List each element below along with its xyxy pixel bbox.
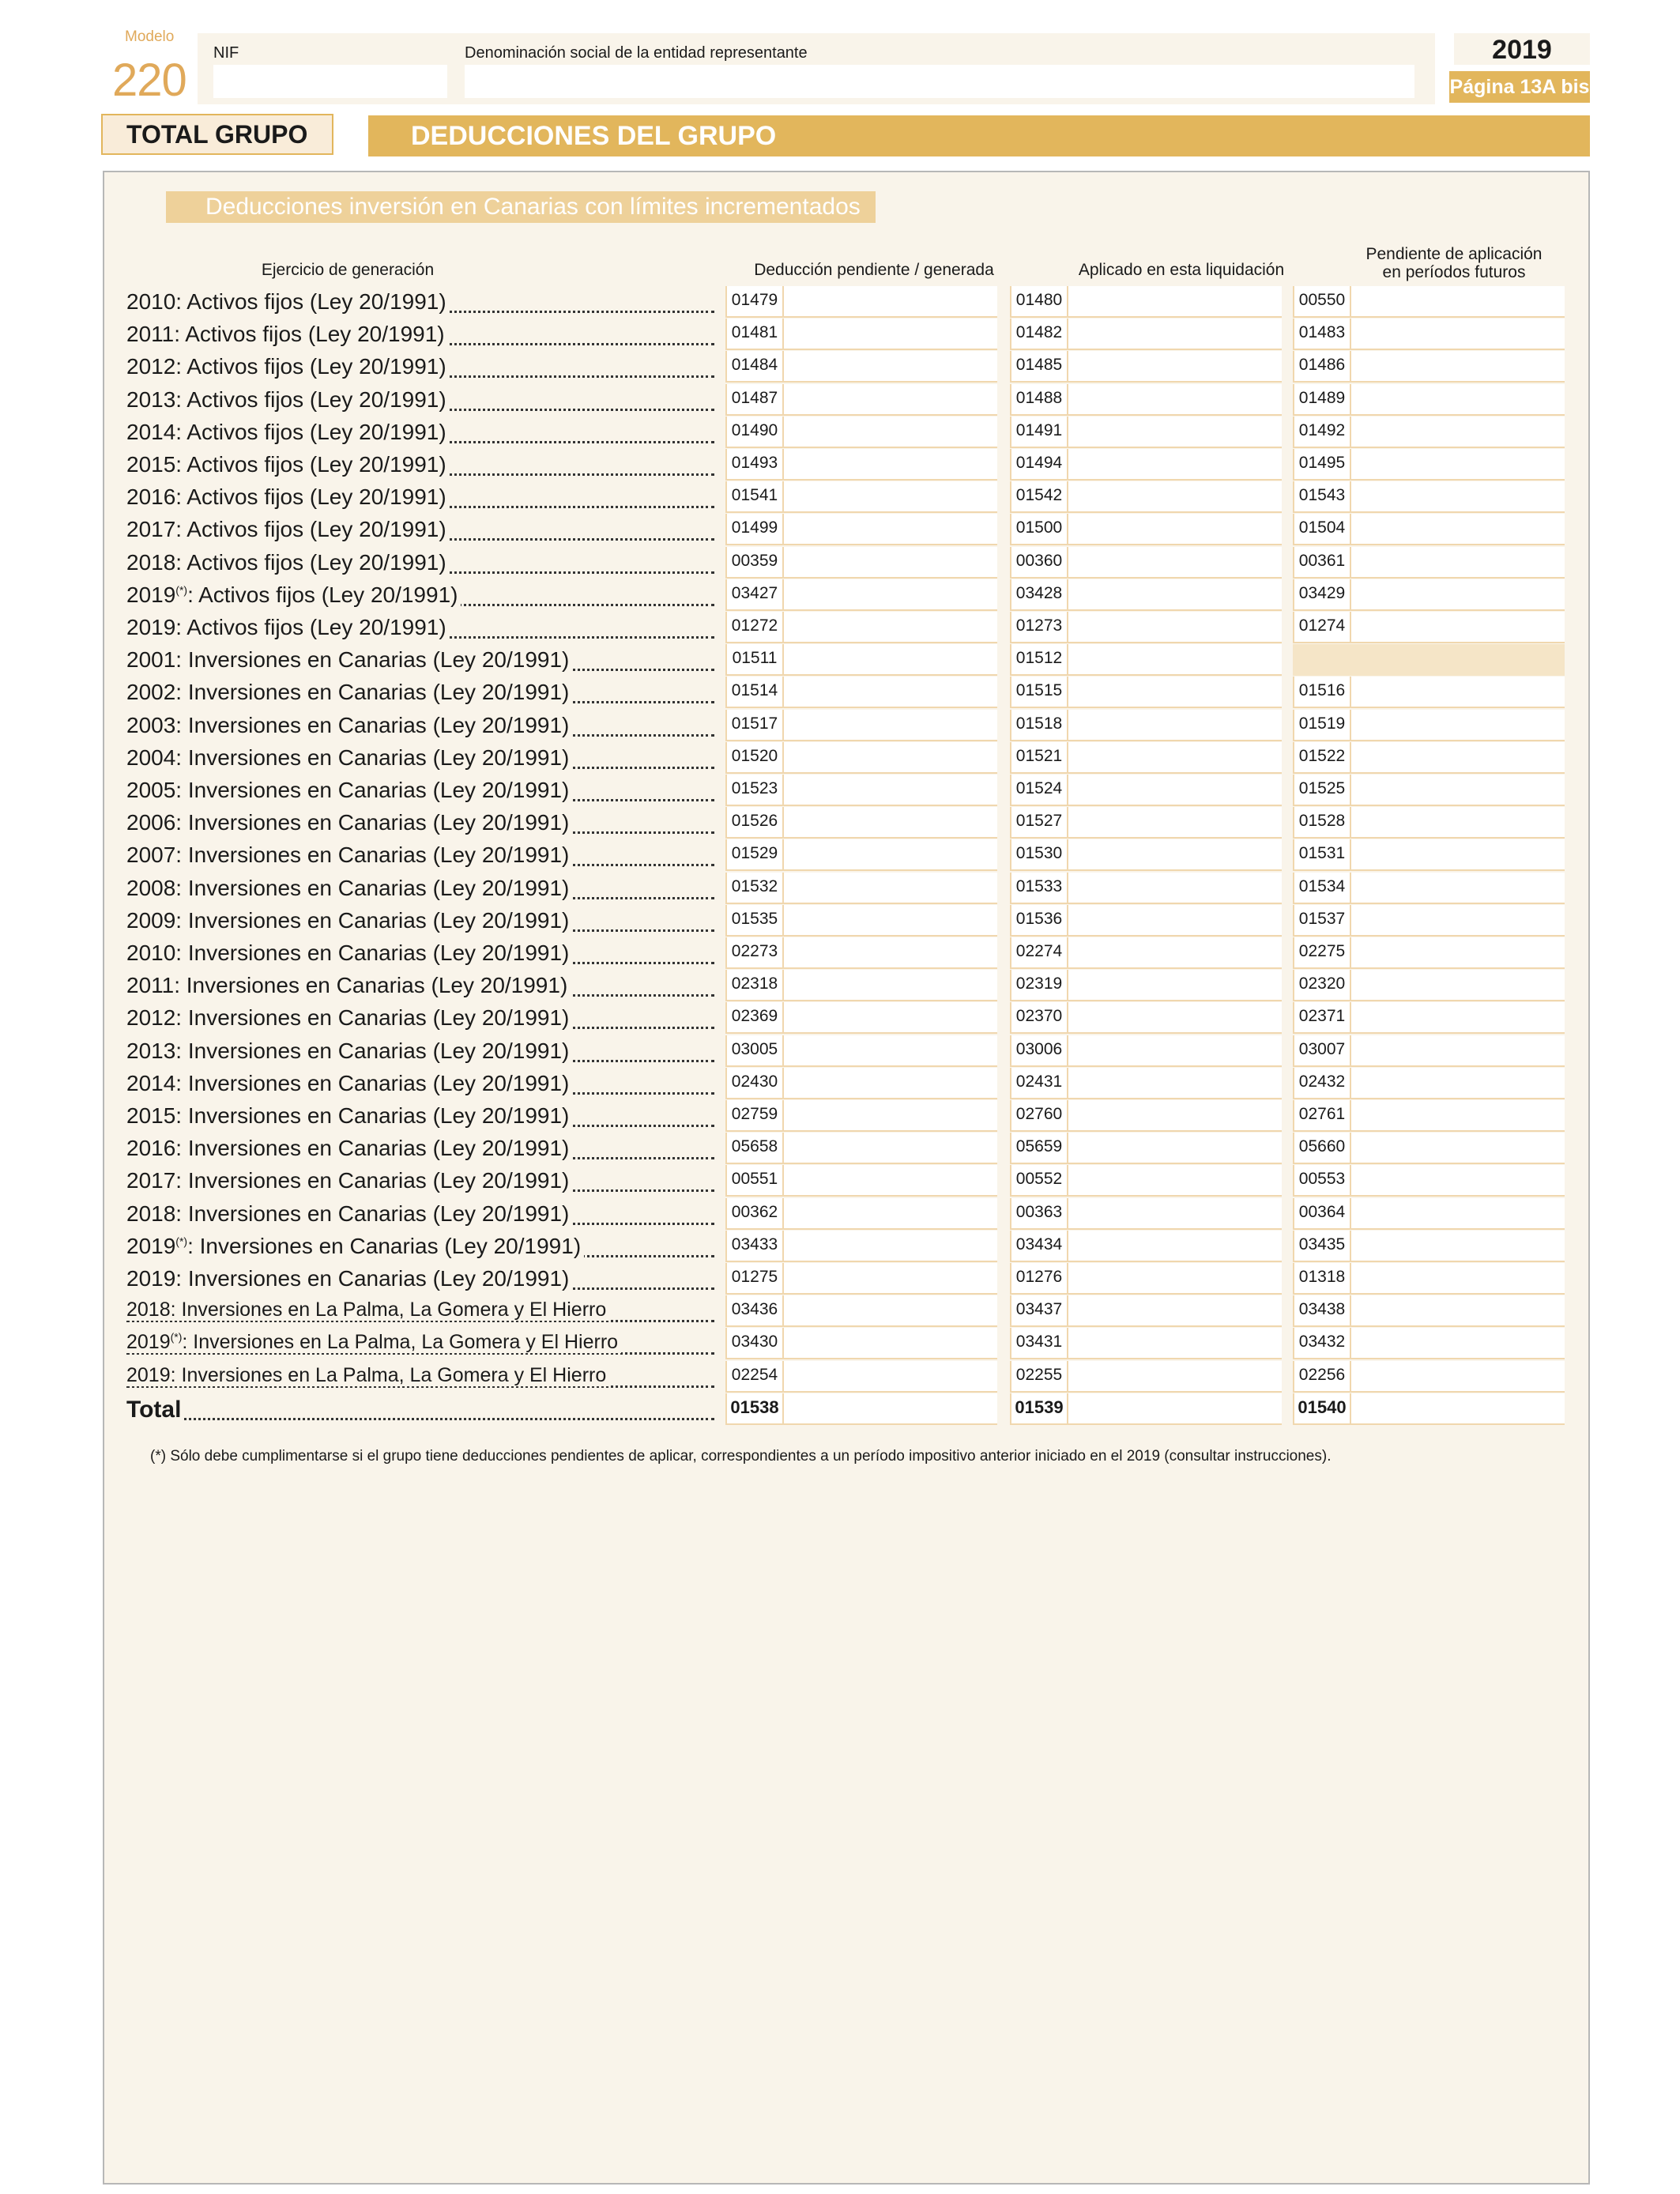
box-code: 01541	[725, 481, 784, 513]
row-label-text: 2002: Inversiones en Canarias (Ley 20/1991)	[126, 680, 572, 704]
table-row	[0, 1198, 1680, 1230]
box-code: 01535	[725, 905, 784, 937]
box-code: 03427	[725, 579, 784, 611]
row-label-text: 2018: Activos fijos (Ley 20/1991)	[126, 550, 450, 575]
box-code: 01520	[725, 742, 784, 774]
box-code: 03005	[725, 1035, 784, 1067]
modelo-label: Modelo	[125, 28, 175, 45]
table-row	[0, 384, 1680, 416]
box-code: 02369	[725, 1002, 784, 1034]
page-badge: Página 13A bis	[1449, 71, 1590, 103]
footnote: (*) Sólo debe cumplimentarse si el grupo tiene deducciones pendientes de aplicar, correspondientes a un período impositivo anterior iniciado en el 2019 (consultar instrucciones).	[150, 1448, 1332, 1465]
section-header: DEDUCCIONES DEL GRUPO	[368, 115, 1590, 156]
box-code: 00362	[725, 1198, 784, 1230]
row-label-text	[126, 1331, 621, 1353]
box-code: 01517	[725, 710, 784, 741]
row-label	[126, 647, 714, 677]
row-label	[126, 1201, 714, 1231]
box-code: 00363	[1010, 1198, 1068, 1230]
row-label	[126, 1299, 714, 1329]
row-label-text: 2017: Inversiones en Canarias (Ley 20/1991)	[126, 1168, 572, 1193]
box-code: 00553	[1293, 1165, 1351, 1197]
section-title: Deducciones inversión en Canarias con límites incrementados	[166, 191, 876, 223]
box-code: 01527	[1010, 807, 1068, 839]
row-label	[126, 1364, 714, 1394]
row-label-text: 2015: Inversiones en Canarias (Ley 20/1991)	[126, 1103, 572, 1128]
table-row	[0, 1295, 1680, 1327]
table-row	[0, 612, 1680, 643]
box-code: 01484	[725, 351, 784, 383]
box-code: 03436	[725, 1295, 784, 1327]
table-row	[0, 1133, 1680, 1164]
box-code: 01536	[1010, 905, 1068, 937]
row-label-text: 2013: Inversiones en Canarias (Ley 20/1991)	[126, 1039, 572, 1063]
box-code: 02761	[1293, 1100, 1351, 1132]
row-label-text: 2008: Inversiones en Canarias (Ley 20/1991)	[126, 876, 572, 900]
box-code: 02370	[1010, 1002, 1068, 1034]
table-row	[0, 1263, 1680, 1295]
row-label-text: 2010: Activos fijos (Ley 20/1991)	[126, 289, 450, 314]
box-code: 02254	[725, 1361, 784, 1393]
table-row	[0, 937, 1680, 969]
box-code: 01493	[725, 449, 784, 481]
box-code: 01531	[1293, 839, 1351, 871]
row-label-text: 2014: Inversiones en Canarias (Ley 20/1991)	[126, 1071, 572, 1095]
row-label	[126, 1397, 714, 1427]
table-row	[0, 1165, 1680, 1197]
table-row	[0, 547, 1680, 579]
box-code: 00361	[1293, 547, 1351, 579]
box-code: 01486	[1293, 351, 1351, 383]
table-row	[0, 579, 1680, 611]
row-label	[126, 973, 714, 1003]
box-code: 02371	[1293, 1002, 1351, 1034]
column-header-ejercicio: Ejercicio de generación	[261, 261, 435, 279]
table-row	[0, 677, 1680, 708]
row-label	[126, 1331, 714, 1361]
row-label-rest: : Inversiones en Canarias (Ley 20/1991)	[187, 1234, 582, 1258]
box-code: 01523	[725, 775, 784, 806]
box-code: 01480	[1010, 286, 1068, 318]
row-label-text: 2019: Activos fijos (Ley 20/1991)	[126, 615, 450, 639]
row-label	[126, 615, 714, 645]
box-code: 01499	[725, 514, 784, 545]
row-label-text: 2015: Activos fijos (Ley 20/1991)	[126, 452, 450, 477]
box-code: 01543	[1293, 481, 1351, 513]
box-code: 00551	[725, 1165, 784, 1197]
table-row	[0, 1100, 1680, 1132]
row-label-text: 2016: Inversiones en Canarias (Ley 20/1991)	[126, 1136, 572, 1160]
table-row	[0, 1068, 1680, 1099]
box-code: 05658	[725, 1133, 784, 1164]
row-label	[126, 1005, 714, 1035]
box-code: 03429	[1293, 579, 1351, 611]
row-label	[126, 1103, 714, 1133]
box-code: 01514	[725, 677, 784, 708]
table-row	[0, 1035, 1680, 1067]
row-label	[126, 1136, 714, 1166]
box-code: 01521	[1010, 742, 1068, 774]
box-code: 02255	[1010, 1361, 1068, 1393]
row-label-year: 2019	[126, 1331, 171, 1354]
box-code: 01538	[725, 1393, 784, 1425]
box-code: 01518	[1010, 710, 1068, 741]
row-label	[126, 289, 714, 319]
total-row	[0, 1393, 1680, 1425]
disabled-cell	[1293, 644, 1565, 676]
row-label	[126, 843, 714, 873]
box-code: 01528	[1293, 807, 1351, 839]
row-label	[126, 582, 714, 613]
row-label-text: 2011: Inversiones en Canarias (Ley 20/1991)	[126, 973, 571, 997]
box-code: 01482	[1010, 319, 1068, 350]
table-row	[0, 970, 1680, 1001]
table-row	[0, 839, 1680, 871]
box-code: 02432	[1293, 1068, 1351, 1099]
box-code: 01491	[1010, 417, 1068, 448]
box-code: 02759	[725, 1100, 784, 1132]
table-row	[0, 873, 1680, 904]
table-row	[0, 514, 1680, 545]
column-header-pendiente-line1: Pendiente de aplicación	[1365, 245, 1543, 263]
box-code: 01274	[1293, 612, 1351, 643]
box-code: 03432	[1293, 1328, 1351, 1359]
box-code: 01275	[725, 1263, 784, 1295]
table-row	[0, 481, 1680, 513]
row-label-text: 2012: Inversiones en Canarias (Ley 20/1991)	[126, 1005, 572, 1030]
table-row	[0, 286, 1680, 318]
row-label	[126, 322, 714, 352]
row-label-text: 2014: Activos fijos (Ley 20/1991)	[126, 420, 450, 444]
row-label	[126, 1039, 714, 1069]
row-label-text: 2011: Activos fijos (Ley 20/1991)	[126, 322, 448, 346]
row-label-asterisk: (*)	[175, 583, 188, 597]
box-code: 01534	[1293, 873, 1351, 904]
box-code: 03007	[1293, 1035, 1351, 1067]
box-code: 01492	[1293, 417, 1351, 448]
table-row	[0, 351, 1680, 383]
table-row	[0, 449, 1680, 481]
box-code: 02430	[725, 1068, 784, 1099]
box-code: 03430	[725, 1328, 784, 1359]
box-code: 00360	[1010, 547, 1068, 579]
row-label	[126, 550, 714, 580]
box-code: 01524	[1010, 775, 1068, 806]
table-row	[0, 775, 1680, 806]
row-label	[126, 1071, 714, 1101]
box-code: 01540	[1293, 1393, 1351, 1425]
box-code: 03006	[1010, 1035, 1068, 1067]
row-label-text	[126, 582, 461, 607]
row-label	[126, 484, 714, 515]
box-code: 01494	[1010, 449, 1068, 481]
table-row	[0, 742, 1680, 774]
box-code: 01511	[725, 644, 784, 676]
row-label-text: 2019: Inversiones en Canarias (Ley 20/1991)	[126, 1266, 572, 1291]
row-label-year: 2019	[126, 1234, 176, 1258]
column-header-pendiente	[1328, 245, 1580, 281]
row-label	[126, 452, 714, 482]
row-label-asterisk: (*)	[170, 1331, 183, 1344]
total-grupo-tab: TOTAL GRUPO	[101, 114, 333, 155]
row-label-text: 2018: Inversiones en Canarias (Ley 20/1991)	[126, 1201, 572, 1226]
row-label	[126, 810, 714, 840]
box-code: 01512	[1010, 644, 1068, 676]
row-label-year: 2019	[126, 582, 176, 607]
box-code: 02431	[1010, 1068, 1068, 1099]
row-label-text: 2004: Inversiones en Canarias (Ley 20/1991)	[126, 745, 572, 770]
table-row	[0, 710, 1680, 741]
table-row	[0, 319, 1680, 350]
box-code: 01318	[1293, 1263, 1351, 1295]
row-label	[126, 745, 714, 775]
box-code: 01495	[1293, 449, 1351, 481]
column-header-aplicado: Aplicado en esta liquidación	[1078, 261, 1285, 279]
box-code: 01487	[725, 384, 784, 416]
box-code: 01532	[725, 873, 784, 904]
row-label	[126, 908, 714, 938]
row-label-text: 2006: Inversiones en Canarias (Ley 20/1991)	[126, 810, 572, 835]
box-code: 01276	[1010, 1263, 1068, 1295]
table-row	[0, 807, 1680, 839]
box-code: 02275	[1293, 937, 1351, 969]
box-code: 03438	[1293, 1295, 1351, 1327]
row-label-text: 2018: Inversiones en La Palma, La Gomera y El Hierro	[126, 1299, 609, 1321]
row-label	[126, 517, 714, 547]
box-code: 02318	[725, 970, 784, 1001]
row-label-text: 2017: Activos fijos (Ley 20/1991)	[126, 517, 450, 541]
column-header-deduccion: Deducción pendiente / generada	[754, 261, 994, 279]
box-code: 01481	[725, 319, 784, 350]
box-code: 01533	[1010, 873, 1068, 904]
row-label-text: 2016: Activos fijos (Ley 20/1991)	[126, 484, 450, 509]
row-label-text: 2009: Inversiones en Canarias (Ley 20/1991)	[126, 908, 572, 933]
box-code: 01500	[1010, 514, 1068, 545]
row-label-asterisk: (*)	[175, 1235, 188, 1248]
box-code: 01522	[1293, 742, 1351, 774]
box-code: 03437	[1010, 1295, 1068, 1327]
box-code: 02319	[1010, 970, 1068, 1001]
table-row	[0, 644, 1680, 676]
box-code: 01529	[725, 839, 784, 871]
row-label	[126, 941, 714, 971]
row-label-text: 2012: Activos fijos (Ley 20/1991)	[126, 354, 450, 379]
box-code: 01515	[1010, 677, 1068, 708]
row-label-rest: : Inversiones en La Palma, La Gomera y El Hierro	[182, 1331, 619, 1354]
row-label	[126, 778, 714, 808]
row-label	[126, 1168, 714, 1198]
box-code: 02274	[1010, 937, 1068, 969]
box-code: 02256	[1293, 1361, 1351, 1393]
table-row	[0, 1361, 1680, 1393]
box-code: 01530	[1010, 839, 1068, 871]
box-code: 00550	[1293, 286, 1351, 318]
box-code: 01537	[1293, 905, 1351, 937]
dot-leader	[126, 1418, 714, 1420]
row-label	[126, 387, 714, 417]
box-code: 03428	[1010, 579, 1068, 611]
box-code: 00364	[1293, 1198, 1351, 1230]
box-code: 01272	[725, 612, 784, 643]
table-row	[0, 1328, 1680, 1359]
box-code: 01526	[725, 807, 784, 839]
table-row	[0, 1231, 1680, 1262]
denominacion-input[interactable]	[465, 65, 1414, 98]
box-code: 03433	[725, 1231, 784, 1262]
box-code: 01485	[1010, 351, 1068, 383]
row-label-text: 2003: Inversiones en Canarias (Ley 20/1991)	[126, 713, 572, 737]
row-label-text: 2013: Activos fijos (Ley 20/1991)	[126, 387, 450, 412]
box-code: 03434	[1010, 1231, 1068, 1262]
box-code: 01539	[1010, 1393, 1068, 1425]
box-code: 01489	[1293, 384, 1351, 416]
box-code: 02760	[1010, 1100, 1068, 1132]
box-code: 05660	[1293, 1133, 1351, 1164]
row-label	[126, 876, 714, 906]
box-code: 03431	[1010, 1328, 1068, 1359]
row-label	[126, 1266, 714, 1296]
box-code: 02320	[1293, 970, 1351, 1001]
box-code: 01504	[1293, 514, 1351, 545]
box-code: 01516	[1293, 677, 1351, 708]
box-code: 02273	[725, 937, 784, 969]
box-code: 00552	[1010, 1165, 1068, 1197]
box-code: 05659	[1010, 1133, 1068, 1164]
column-header-pendiente-line2: en períodos futuros	[1382, 263, 1526, 281]
box-code: 01490	[725, 417, 784, 448]
row-label-text: 2019: Inversiones en La Palma, La Gomera y El Hierro	[126, 1364, 609, 1386]
box-code: 01479	[725, 286, 784, 318]
box-code: 03435	[1293, 1231, 1351, 1262]
nif-input[interactable]	[213, 65, 447, 98]
row-label	[126, 420, 714, 450]
row-label-text: Total	[126, 1397, 184, 1423]
row-label-rest: : Activos fijos (Ley 20/1991)	[187, 582, 458, 607]
box-code: 01483	[1293, 319, 1351, 350]
denominacion-label: Denominación social de la entidad representante	[465, 44, 808, 62]
table-row	[0, 417, 1680, 448]
table-row	[0, 1002, 1680, 1034]
table-row	[0, 905, 1680, 937]
row-label	[126, 1234, 714, 1264]
year-label: 2019	[1492, 35, 1552, 65]
row-label	[126, 680, 714, 710]
row-label	[126, 713, 714, 743]
modelo-number: 220	[112, 55, 186, 106]
row-label	[126, 354, 714, 384]
nif-label: NIF	[213, 44, 239, 62]
row-label-text: 2007: Inversiones en Canarias (Ley 20/1991)	[126, 843, 572, 867]
box-code: 01273	[1010, 612, 1068, 643]
row-label-text: 2010: Inversiones en Canarias (Ley 20/1991)	[126, 941, 572, 965]
box-code: 01542	[1010, 481, 1068, 513]
box-code: 01525	[1293, 775, 1351, 806]
box-code: 00359	[725, 547, 784, 579]
box-code: 01519	[1293, 710, 1351, 741]
box-code: 01488	[1010, 384, 1068, 416]
row-label-text	[126, 1234, 584, 1258]
row-label-text: 2001: Inversiones en Canarias (Ley 20/1991)	[126, 647, 572, 672]
row-label-text: 2005: Inversiones en Canarias (Ley 20/1991)	[126, 778, 572, 802]
